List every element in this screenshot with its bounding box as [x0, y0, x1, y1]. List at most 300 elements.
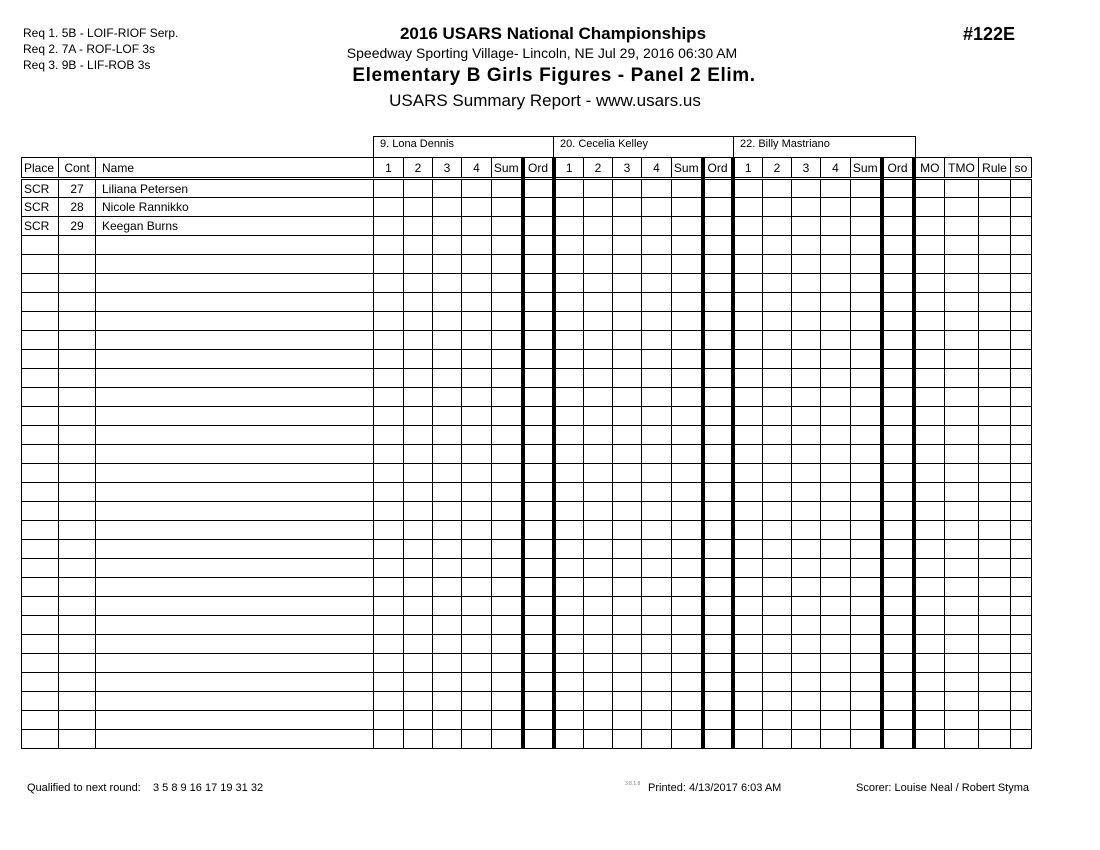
judge-3-score-cell — [882, 559, 914, 578]
so-cell — [1011, 483, 1032, 502]
judge-2-score-cell — [613, 369, 642, 388]
cont-cell — [59, 312, 96, 331]
so-cell — [1011, 540, 1032, 559]
judge-1-score-cell — [492, 597, 523, 616]
judge-2-score-cell — [672, 274, 703, 293]
score-table — [21, 157, 1032, 749]
judge-1-score-cell — [404, 673, 433, 692]
judge-1-score-cell — [374, 445, 404, 464]
judge-3-score-cell — [792, 350, 821, 369]
judge-3-score-cell — [851, 312, 882, 331]
place-cell — [22, 597, 59, 616]
tmo-cell — [945, 217, 979, 236]
so-cell — [1011, 426, 1032, 445]
judge-1-score-cell — [433, 179, 462, 198]
judge-3-score-cell — [851, 179, 882, 198]
judge-2-score-cell — [703, 673, 733, 692]
judge-1-score-cell — [433, 597, 462, 616]
judge-2-score-cell — [642, 597, 672, 616]
judge-3-score-cell — [851, 483, 882, 502]
mo-cell — [914, 559, 945, 578]
cont-cell — [59, 635, 96, 654]
mo-cell — [914, 483, 945, 502]
judge-1-score-cell — [433, 198, 462, 217]
judge-3-score-cell — [821, 407, 851, 426]
judge-2-score-cell — [613, 616, 642, 635]
judge-2-score-cell — [584, 369, 613, 388]
judge-1-score-cell — [523, 274, 554, 293]
judge-3-score-cell — [851, 654, 882, 673]
judge-2-score-cell — [642, 540, 672, 559]
judge-1-score-cell — [523, 654, 554, 673]
judge-2-score-cell — [584, 331, 613, 350]
place-cell — [22, 426, 59, 445]
judge-2-score-cell — [554, 540, 584, 559]
judge-1-score-cell — [492, 426, 523, 445]
judge-1-score-cell — [404, 293, 433, 312]
judge-3-score-cell — [763, 179, 792, 198]
so-cell — [1011, 711, 1032, 730]
judge-2-score-cell — [703, 312, 733, 331]
judge-2-score-cell — [672, 350, 703, 369]
place-cell — [22, 388, 59, 407]
judge-3-score-cell — [821, 445, 851, 464]
judge-3-score-cell — [821, 711, 851, 730]
table-row — [22, 274, 1032, 293]
judge-1-column-ord: Ord — [523, 158, 554, 179]
judge-3-score-cell — [733, 369, 763, 388]
judge-3-score-cell — [821, 540, 851, 559]
tmo-cell — [945, 293, 979, 312]
judge-2-score-cell — [642, 407, 672, 426]
judge-1-score-cell — [462, 293, 492, 312]
judge-3-score-cell — [851, 255, 882, 274]
name-cell — [96, 274, 374, 293]
qualified-values: 3 5 8 9 16 17 19 31 32 — [152, 782, 264, 794]
judge-3-score-cell — [851, 673, 882, 692]
judge-3-score-cell — [821, 616, 851, 635]
judge-2-score-cell — [613, 198, 642, 217]
table-row — [22, 445, 1032, 464]
judge-2-score-cell — [584, 312, 613, 331]
table-row — [22, 198, 1032, 217]
table-row — [22, 711, 1032, 730]
judge-3-score-cell — [792, 426, 821, 445]
judge-1-score-cell — [462, 502, 492, 521]
judge-1-score-cell — [462, 179, 492, 198]
judge-2-score-cell — [642, 673, 672, 692]
judge-1-score-cell — [492, 445, 523, 464]
judge-3-score-cell — [882, 521, 914, 540]
judge-2-score-cell — [613, 635, 642, 654]
judge-3-score-cell — [882, 635, 914, 654]
judge-3-score-cell — [733, 692, 763, 711]
judge-2-score-cell — [554, 331, 584, 350]
judge-1-score-cell — [433, 559, 462, 578]
rule-cell — [979, 730, 1011, 749]
judge-1-score-cell — [374, 293, 404, 312]
judge-2-score-cell — [642, 350, 672, 369]
judge-2-score-cell — [703, 521, 733, 540]
judge-1-score-cell — [523, 217, 554, 236]
judge-3-score-cell — [882, 236, 914, 255]
judge-2-score-cell — [554, 578, 584, 597]
cont-cell — [59, 616, 96, 635]
judge-3-score-cell — [851, 578, 882, 597]
judge-1-score-cell — [523, 502, 554, 521]
judge-1-score-cell — [523, 730, 554, 749]
tmo-cell — [945, 179, 979, 198]
mo-cell — [914, 236, 945, 255]
judge-2-score-cell — [703, 217, 733, 236]
cont-cell — [59, 350, 96, 369]
judge-3-score-cell — [733, 217, 763, 236]
judge-2-score-cell — [613, 255, 642, 274]
judge-3-score-cell — [763, 369, 792, 388]
requirement-1: Req 1. 5B - LOIF-RIOF Serp. — [23, 26, 179, 40]
judge-3-score-cell — [882, 540, 914, 559]
judge-2-score-cell — [703, 407, 733, 426]
name-cell — [96, 407, 374, 426]
judge-3-score-cell — [851, 445, 882, 464]
name-cell — [96, 483, 374, 502]
judge-3-score-cell — [851, 559, 882, 578]
judge-2-score-cell — [554, 464, 584, 483]
judge-2-score-cell — [642, 502, 672, 521]
judge-3-score-cell — [763, 483, 792, 502]
judge-header-1: 9. Lona Dennis — [373, 136, 554, 157]
rule-cell — [979, 312, 1011, 331]
judge-3-score-cell — [763, 331, 792, 350]
judge-3-score-cell — [733, 483, 763, 502]
judge-1-score-cell — [404, 217, 433, 236]
judge-3-score-cell — [763, 616, 792, 635]
name-cell — [96, 236, 374, 255]
judge-2-score-cell — [613, 236, 642, 255]
judge-1-score-cell — [492, 388, 523, 407]
place-cell — [22, 730, 59, 749]
column-header-cont: Cont — [59, 158, 96, 179]
judge-1-score-cell — [462, 730, 492, 749]
judge-2-score-cell — [642, 692, 672, 711]
judge-3-score-cell — [882, 293, 914, 312]
judge-1-score-cell — [492, 673, 523, 692]
judge-1-score-cell — [523, 179, 554, 198]
judge-1-score-cell — [492, 369, 523, 388]
scorer-line: Scorer: Louise Neal / Robert Styma — [856, 782, 1030, 794]
mo-cell — [914, 540, 945, 559]
judge-2-score-cell — [613, 483, 642, 502]
cont-cell: 27 — [59, 179, 96, 198]
championship-title: 2016 USARS National Championships — [399, 24, 707, 43]
so-cell — [1011, 388, 1032, 407]
table-header-row — [22, 158, 1032, 179]
judge-1-score-cell — [523, 388, 554, 407]
judge-3-score-cell — [821, 635, 851, 654]
judge-3-score-cell — [821, 426, 851, 445]
so-cell — [1011, 654, 1032, 673]
mo-cell — [914, 578, 945, 597]
cont-cell — [59, 255, 96, 274]
tmo-cell — [945, 426, 979, 445]
so-cell — [1011, 198, 1032, 217]
rule-cell — [979, 464, 1011, 483]
judge-3-score-cell — [733, 673, 763, 692]
mo-cell — [914, 312, 945, 331]
judge-1-score-cell — [523, 597, 554, 616]
cont-cell — [59, 369, 96, 388]
judge-1-score-cell — [433, 312, 462, 331]
judge-2-score-cell — [584, 388, 613, 407]
judge-1-score-cell — [433, 331, 462, 350]
judge-1-score-cell — [523, 464, 554, 483]
judge-1-score-cell — [374, 388, 404, 407]
tmo-cell — [945, 464, 979, 483]
judge-2-score-cell — [672, 312, 703, 331]
name-cell — [96, 578, 374, 597]
judge-1-score-cell — [523, 635, 554, 654]
judge-1-score-cell — [462, 198, 492, 217]
judge-2-score-cell — [703, 255, 733, 274]
judge-1-score-cell — [374, 198, 404, 217]
judge-1-score-cell — [492, 521, 523, 540]
tmo-cell — [945, 521, 979, 540]
judge-3-score-cell — [733, 255, 763, 274]
judge-1-score-cell — [404, 426, 433, 445]
judge-3-score-cell — [733, 274, 763, 293]
judge-1-score-cell — [523, 407, 554, 426]
judge-1-score-cell — [404, 559, 433, 578]
judge-3-score-cell — [882, 179, 914, 198]
judge-3-score-cell — [763, 711, 792, 730]
judge-2-score-cell — [584, 578, 613, 597]
cont-cell — [59, 502, 96, 521]
judge-3-score-cell — [763, 654, 792, 673]
so-cell — [1011, 616, 1032, 635]
tmo-cell — [945, 635, 979, 654]
judge-2-score-cell — [672, 445, 703, 464]
judge-2-score-cell — [613, 673, 642, 692]
judge-3-score-cell — [851, 331, 882, 350]
judge-2-score-cell — [672, 369, 703, 388]
place-cell — [22, 331, 59, 350]
judge-3-score-cell — [763, 597, 792, 616]
judge-1-score-cell — [492, 274, 523, 293]
judge-1-score-cell — [433, 578, 462, 597]
judge-1-score-cell — [433, 502, 462, 521]
judge-1-score-cell — [404, 540, 433, 559]
name-cell — [96, 616, 374, 635]
judge-1-score-cell — [404, 654, 433, 673]
judge-1-score-cell — [404, 483, 433, 502]
judge-3-score-cell — [851, 635, 882, 654]
judge-1-score-cell — [462, 711, 492, 730]
judge-2-score-cell — [613, 730, 642, 749]
cont-cell — [59, 445, 96, 464]
table-row — [22, 654, 1032, 673]
judge-1-score-cell — [523, 673, 554, 692]
rule-cell — [979, 198, 1011, 217]
judge-2-score-cell — [642, 521, 672, 540]
mo-cell — [914, 711, 945, 730]
rule-cell — [979, 179, 1011, 198]
judge-2-score-cell — [642, 179, 672, 198]
judge-1-score-cell — [433, 521, 462, 540]
mo-cell — [914, 274, 945, 293]
judge-3-score-cell — [851, 350, 882, 369]
rule-cell — [979, 293, 1011, 312]
judge-1-column-4: 4 — [462, 158, 492, 179]
judge-3-score-cell — [821, 502, 851, 521]
judge-1-score-cell — [462, 217, 492, 236]
judge-3-score-cell — [882, 255, 914, 274]
judge-3-score-cell — [733, 521, 763, 540]
judge-1-score-cell — [462, 597, 492, 616]
judge-1-score-cell — [374, 236, 404, 255]
judge-3-score-cell — [851, 198, 882, 217]
judge-2-score-cell — [554, 179, 584, 198]
place-cell — [22, 654, 59, 673]
judge-1-score-cell — [374, 711, 404, 730]
judge-1-score-cell — [433, 369, 462, 388]
judge-3-score-cell — [763, 293, 792, 312]
judge-1-score-cell — [523, 198, 554, 217]
judge-2-score-cell — [703, 331, 733, 350]
judge-3-score-cell — [733, 350, 763, 369]
cont-cell — [59, 483, 96, 502]
mo-cell — [914, 198, 945, 217]
judge-2-score-cell — [672, 483, 703, 502]
judge-3-score-cell — [792, 692, 821, 711]
judge-1-score-cell — [433, 293, 462, 312]
judge-3-score-cell — [792, 464, 821, 483]
judge-1-score-cell — [523, 350, 554, 369]
cont-cell — [59, 426, 96, 445]
judge-1-score-cell — [523, 369, 554, 388]
judge-3-score-cell — [821, 730, 851, 749]
judge-1-score-cell — [374, 673, 404, 692]
judge-2-score-cell — [584, 483, 613, 502]
judge-3-score-cell — [792, 293, 821, 312]
judge-2-score-cell — [554, 597, 584, 616]
judge-3-score-cell — [763, 217, 792, 236]
judge-2-score-cell — [672, 236, 703, 255]
tmo-cell — [945, 350, 979, 369]
tmo-cell — [945, 331, 979, 350]
tmo-cell — [945, 312, 979, 331]
judge-2-score-cell — [672, 730, 703, 749]
name-cell — [96, 540, 374, 559]
so-cell — [1011, 350, 1032, 369]
printed-timestamp: Printed: 4/13/2017 6:03 AM — [648, 782, 782, 794]
place-cell — [22, 274, 59, 293]
judge-1-score-cell — [374, 540, 404, 559]
judge-1-score-cell — [433, 464, 462, 483]
name-cell — [96, 445, 374, 464]
judge-2-score-cell — [672, 502, 703, 521]
venue-date-line: Speedway Sporting Village- Lincoln, NE Jul 29, 2016 06:30 AM — [346, 45, 738, 61]
judge-2-score-cell — [584, 407, 613, 426]
judge-1-score-cell — [433, 274, 462, 293]
judge-2-score-cell — [642, 217, 672, 236]
mo-cell — [914, 388, 945, 407]
rule-cell — [979, 521, 1011, 540]
so-cell — [1011, 407, 1032, 426]
judge-2-score-cell — [642, 635, 672, 654]
cont-cell — [59, 597, 96, 616]
tmo-cell — [945, 616, 979, 635]
judge-3-score-cell — [733, 502, 763, 521]
judge-1-score-cell — [374, 502, 404, 521]
judge-2-score-cell — [584, 616, 613, 635]
so-cell — [1011, 464, 1032, 483]
judge-3-score-cell — [792, 236, 821, 255]
judge-2-score-cell — [672, 616, 703, 635]
judge-1-score-cell — [523, 236, 554, 255]
judge-2-score-cell — [703, 635, 733, 654]
so-cell — [1011, 179, 1032, 198]
judge-3-score-cell — [763, 274, 792, 293]
judge-3-score-cell — [792, 540, 821, 559]
judge-3-score-cell — [821, 331, 851, 350]
place-cell — [22, 559, 59, 578]
judge-1-score-cell — [404, 255, 433, 274]
judge-1-score-cell — [404, 179, 433, 198]
judge-2-score-cell — [642, 426, 672, 445]
judge-3-score-cell — [792, 407, 821, 426]
judge-1-score-cell — [523, 483, 554, 502]
judge-2-score-cell — [642, 578, 672, 597]
judge-1-score-cell — [374, 654, 404, 673]
judge-2-score-cell — [554, 559, 584, 578]
judge-1-score-cell — [404, 350, 433, 369]
judge-header-2: 20. Cecelia Kelley — [553, 136, 734, 157]
judge-3-score-cell — [882, 388, 914, 407]
judge-3-score-cell — [792, 255, 821, 274]
judge-3-score-cell — [882, 274, 914, 293]
tmo-cell — [945, 236, 979, 255]
judge-3-score-cell — [821, 369, 851, 388]
judge-3-score-cell — [882, 654, 914, 673]
rule-cell — [979, 388, 1011, 407]
judge-1-score-cell — [492, 217, 523, 236]
judge-1-score-cell — [462, 331, 492, 350]
judge-1-score-cell — [462, 578, 492, 597]
judge-1-column-2: 2 — [404, 158, 433, 179]
judge-3-score-cell — [763, 540, 792, 559]
judge-1-score-cell — [433, 388, 462, 407]
judge-3-score-cell — [733, 236, 763, 255]
judge-2-score-cell — [703, 692, 733, 711]
judge-3-score-cell — [792, 711, 821, 730]
judge-1-score-cell — [523, 255, 554, 274]
judge-1-column-1: 1 — [374, 158, 404, 179]
judge-3-score-cell — [851, 293, 882, 312]
rule-cell — [979, 673, 1011, 692]
judge-2-column-4: 4 — [642, 158, 672, 179]
judge-2-score-cell — [703, 198, 733, 217]
judge-2-score-cell — [613, 464, 642, 483]
judge-3-score-cell — [851, 369, 882, 388]
judge-3-score-cell — [821, 312, 851, 331]
place-cell — [22, 673, 59, 692]
judge-1-score-cell — [492, 559, 523, 578]
cont-cell — [59, 711, 96, 730]
rule-cell — [979, 578, 1011, 597]
judge-2-score-cell — [584, 521, 613, 540]
judge-2-score-cell — [642, 255, 672, 274]
judge-2-score-cell — [703, 540, 733, 559]
